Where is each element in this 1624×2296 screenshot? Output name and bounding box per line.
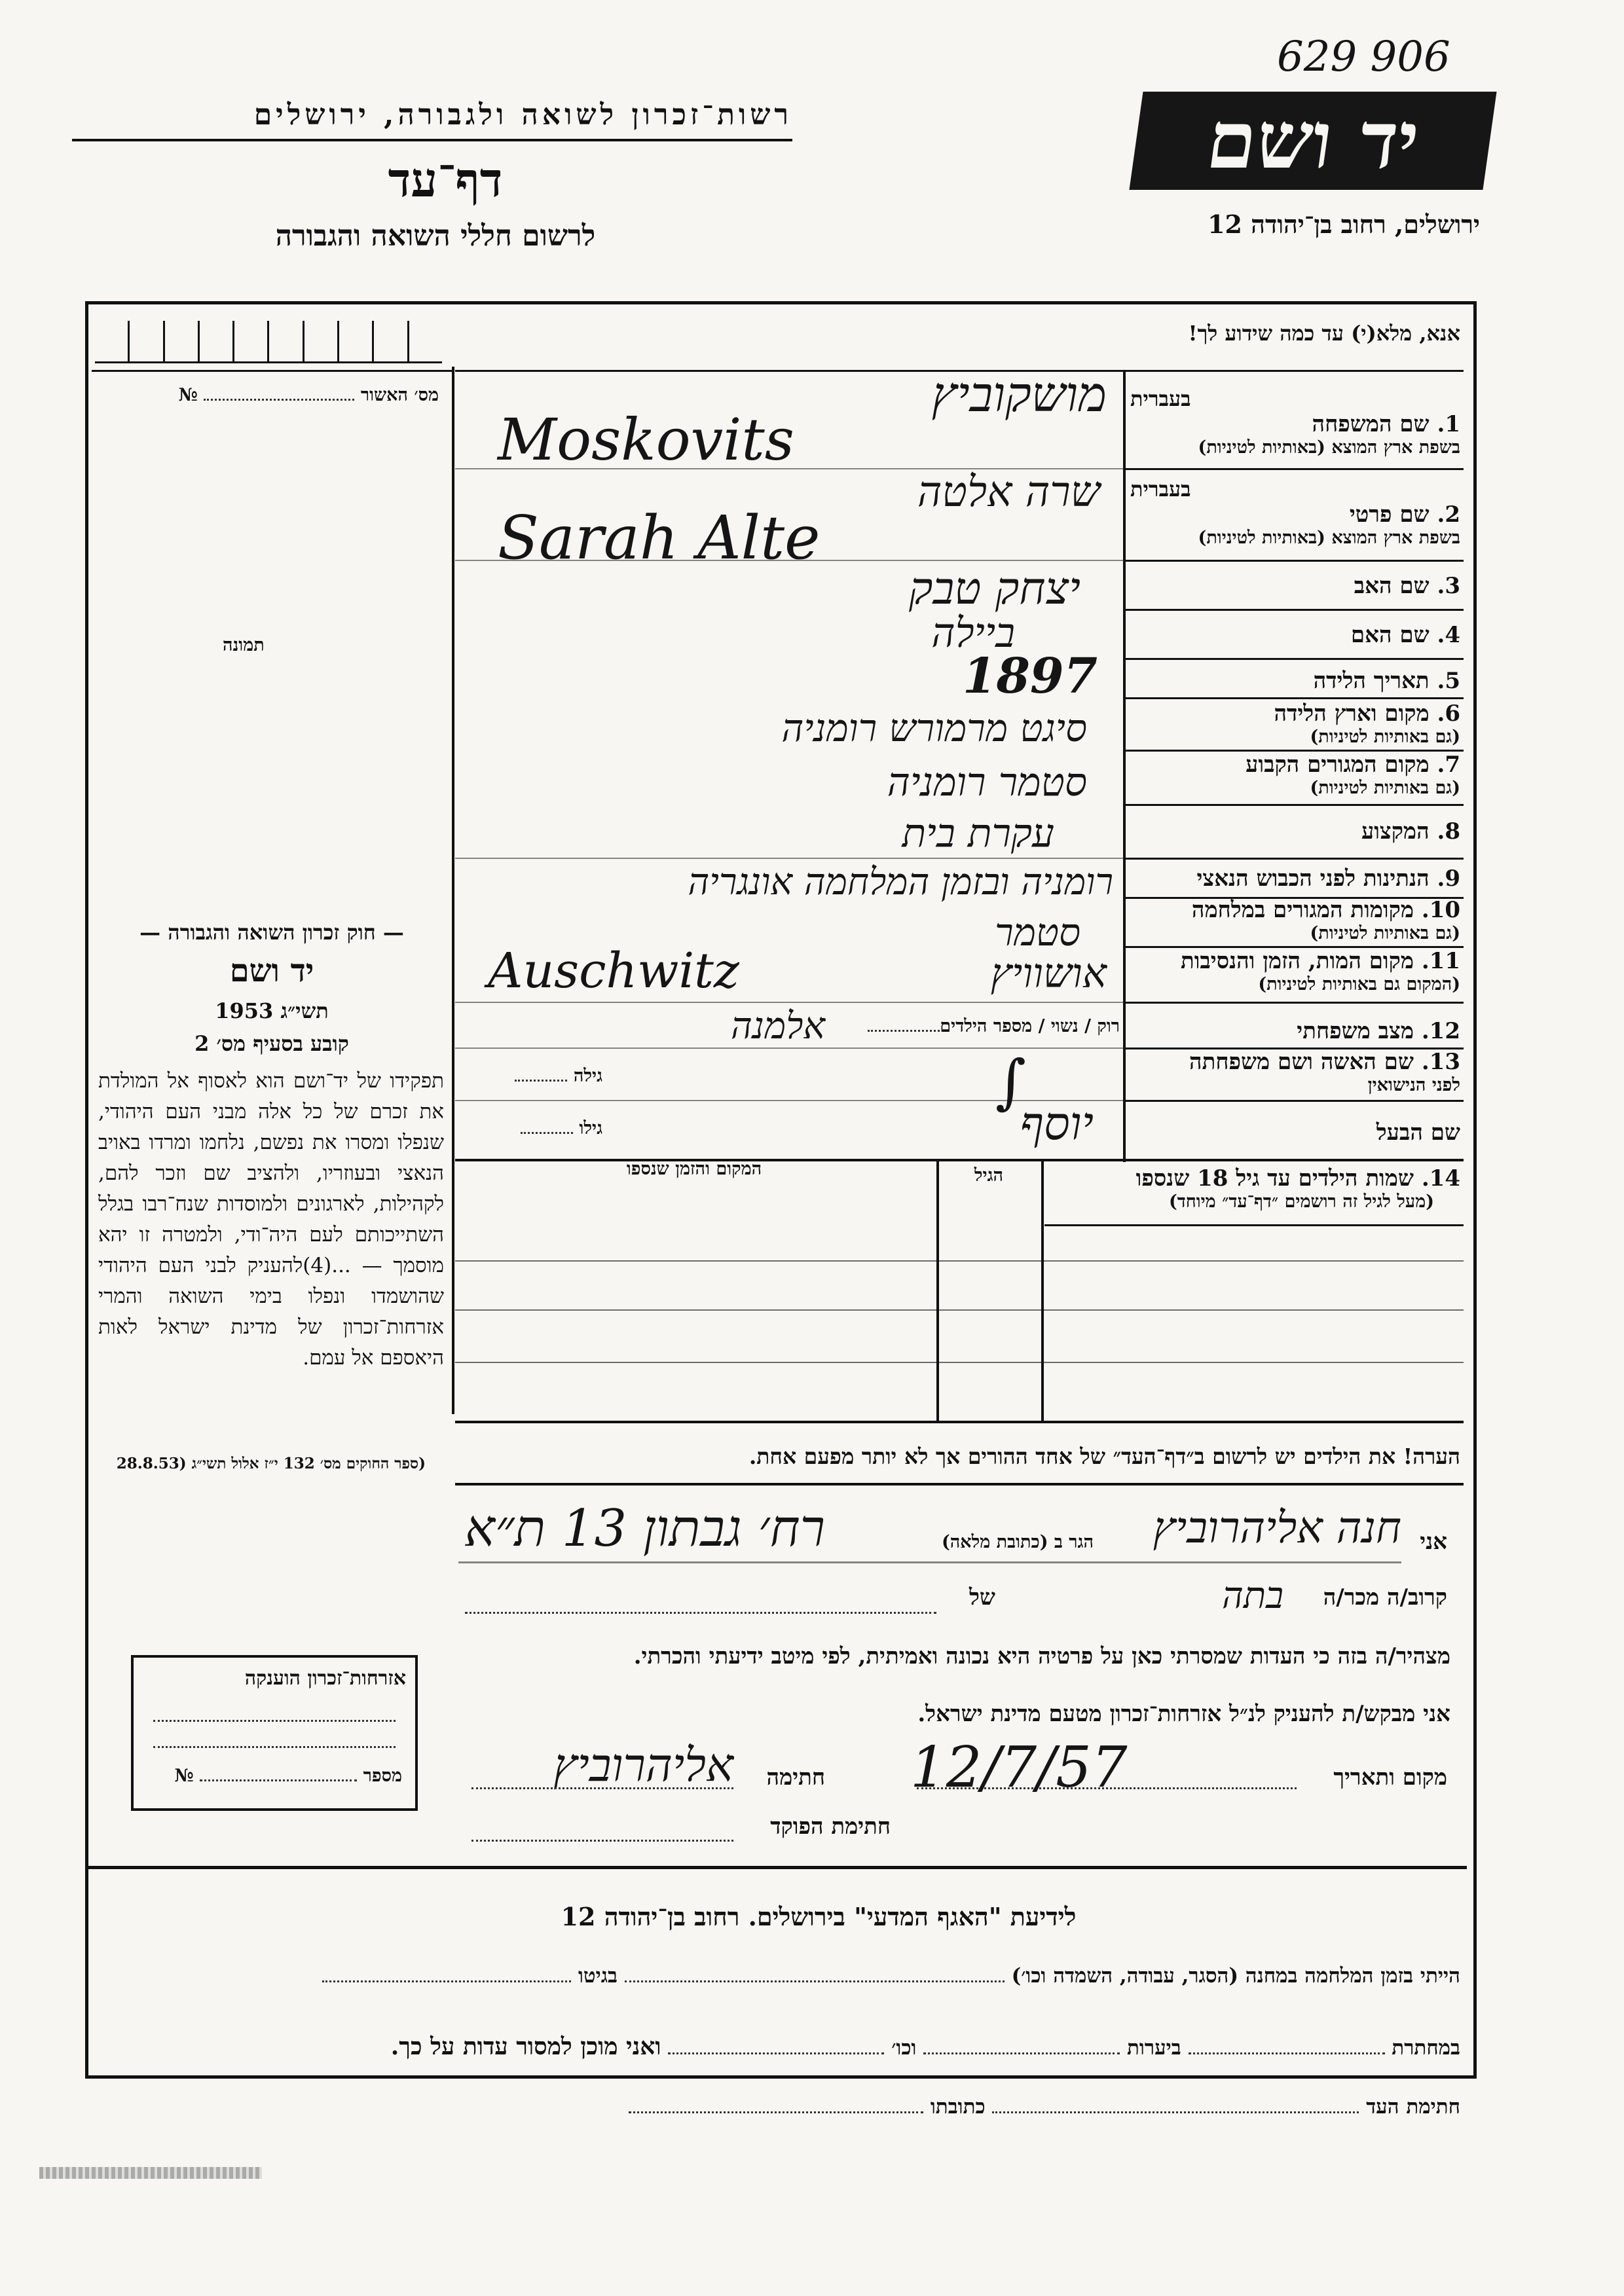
authority-name: רשות־זכרון לשואה ולגבורה, ירושלים [253,98,792,132]
surname-hebrew: מושקוביץ [931,367,1107,423]
field-6: 6. מקום וארץ הלידה (גם באותיות לטיניות) [1126,701,1460,747]
relation-label: קרוב/ה מכר/ה [1323,1584,1447,1611]
field-12: 12. מצב משפחתי [1297,1018,1460,1044]
residence: סטמר רומניה [887,759,1087,805]
field-1-sub: בשפת ארץ המוצא (באותיות לטיניות) [1198,437,1460,458]
of-label: של [969,1584,995,1611]
field-12-label: מצב משפחתי [1297,1018,1414,1044]
bottom-line-2: במחתרת ביערות וכו׳ ואני מוכן למסור עדות על כך. [390,2033,1460,2060]
note: הערה! את הילדים יש לרשום ב״דף־העד״ של אחד ההורים אך לא יותר מפעם אחת. [748,1444,1460,1469]
nationality: רומניה ובזמן המלחמה אונגריה [688,861,1113,903]
age-wife: גילה [471,1066,602,1086]
father-name: יצחק טבק [909,563,1080,615]
husband-name: יוסף [1020,1097,1094,1150]
wartime-residence: סטמר [995,910,1080,955]
scan-artifact [39,2167,262,2179]
photo-label: תמונה [223,635,265,655]
field-10-label: מקומות המגורים במלחמה [1191,897,1414,923]
field-7-sub: (גם באותיות לטיניות) [1310,778,1460,798]
law-clause: קובע בסעיף מס׳ 2 [194,1031,349,1056]
field-11-sub: (המקום גם באותיות לטיניות) [1258,974,1460,994]
cert-no: № [178,385,198,405]
children-sub: (מעל לגיל זה רושמים ״דף־עד״ מיוחד) [1168,1192,1434,1212]
signature-value: אליהרוביץ [553,1738,733,1792]
children-col-place: המקום והזמן שנספו [626,1159,762,1179]
field-2: בעברית 2. שם פרטי בשפת ארץ המוצא (באותיות לטיניות) [1126,477,1460,548]
signature-label: חתימה [766,1764,825,1791]
age-husband: גילו [471,1118,602,1139]
death-place-hebrew: אושוויץ [990,949,1107,997]
field-husband [1126,1120,1460,1146]
field-1-label: שם המשפחה [1312,411,1430,437]
bottom-line-1: הייתי בזמן המלחמה במחנה (הסגר, עבודה, השמדה וכו׳) בגיטו [98,1964,1460,1988]
surname-latin: Moskovits [498,406,794,473]
bottom-line-3: חתימת העד כתובתו [458,2095,1460,2119]
field-2-label: שם פרטי [1349,501,1430,528]
declarant-i-label: אני [1420,1529,1447,1555]
tick-row [95,321,442,363]
children-header: 14. שמות הילדים עד גיל 18 שנספו (מעל לגיל זה רושמים ״דף־עד״ מיוחד) [1048,1165,1460,1212]
field-2-tag: בעברית [1130,477,1191,501]
field-5: 5. תאריך הלידה [1313,668,1460,694]
law-source: (ספר החוקים מס׳ 132 י״ז אלול תשי״ג (28.8.53 [116,1455,426,1472]
field-3: 3. שם האב [1354,573,1460,599]
declarant-name: חנה אליהרוביץ [1153,1503,1401,1553]
logo-text: יד ושם [1201,94,1425,187]
field-4: 4. שם האם [1350,622,1460,648]
address: ירושלים, רחוב בן־יהודה 12 [1208,210,1480,239]
firstname-hebrew: שרה אלטה [917,468,1100,517]
law-title: — חוק זכרון השואה והגבורה — [139,920,404,945]
field-13-label: שם האשה ושם משפחתה [1189,1049,1414,1075]
field-4-label: שם האם [1350,622,1430,648]
children-label: שמות הילדים עד גיל 18 שנספו [1135,1165,1414,1192]
field-9: 9. הנתינות לפני הכבוש הנאצי [1196,866,1460,892]
date-value: 12/7/57 [910,1735,1128,1800]
field-husband-label: שם הבעל [1376,1120,1460,1146]
cert-label: מס׳ האשור [360,385,439,405]
field-7: 7. מקום המגורים הקבוע (גם באותיות לטיניות) [1126,752,1460,798]
officer-label: חתימת הפוקד [770,1813,891,1840]
field-10-sub: (גם באותיות לטיניות) [1310,923,1460,943]
marital-options: רוק / נשוי / מספר הילדים [688,1016,1120,1036]
law-year: תשי״ג 1953 [215,998,329,1023]
field-11: 11. מקום המות, הזמן והנסיבות (המקום גם באותיות לטיניות) [1126,948,1460,994]
logo [1129,92,1496,190]
maiden-mark: ∫ [995,1048,1026,1116]
request-text: אני מבקש/ת להעניק לנ״ל אזרחות־זכרון מטעם מדינת ישראל. [917,1701,1450,1727]
death-place-latin: Auschwitz [488,943,739,999]
field-8: 8. המקצוע [1361,818,1460,845]
field-13-sub: לפני הנישואין [1367,1075,1460,1095]
of-line [465,1612,936,1614]
declarant-resides-label: הגר ב (כתובת מלאה) [941,1532,1094,1552]
field-6-sub: (גם באותיות לטיניות) [1310,727,1460,747]
birth-date: 1897 [963,648,1098,704]
place-date-label: מקום ותאריך [1333,1764,1447,1791]
officer-line [471,1840,733,1842]
box-no: № [174,1766,194,1786]
field-6-label: מקום וארץ הלידה [1274,701,1430,727]
field-9-label: הנתינות לפני הכבוש הנאצי [1196,866,1430,892]
declarant-address: רח׳ גבתון 13 ת״א [464,1499,825,1558]
relation-value: בתה [1222,1575,1283,1617]
law-text: תפקידו של יד־ושם הוא לאסוף אל המולדת את זכרם של כל אלה מבני העם היהודי, שנפלו ומסרו את נפשם, נלחמו ומרדו באויב הנאצי ובעוזריו, ולהציב שם וזכר להם, לקהילות, לארגונים ולמוסדות שנח־רבו בגלל השתייכותם לעם היה־ודי, ולמטרה זו יהא מוסמך — ...(4)להעניק לבני העם היהודי שהושמדו ונפלו בימי השואה והמרי אזרחות־זכרון של מדינת ישראל לאות היאספם אל עמם. [98,1069,444,1370]
cert-row [98,385,439,405]
field-8-label: המקצוע [1361,818,1430,845]
profession: עקרת בית [902,811,1054,856]
children-col-age: הגיל [974,1165,1004,1186]
field-1-tag: בעברית [1130,386,1191,411]
mother-name: ביילה [931,609,1015,657]
field-1: בעברית 1. שם המשפחה בשפת ארץ המוצא (באותיות לטיניות) [1126,386,1460,458]
field-7-label: מקום המגורים הקבוע [1246,752,1430,778]
form-title: דף־עד [388,152,503,208]
field-13: 13. שם האשה ושם משפחתה לפני הנישואין [1126,1049,1460,1095]
declare-text: מצהיר/ה בזה כי העדות שמסרתי כאן על פרטיה היא נכונה ואמיתית, לפי מיטב ידיעתי והכרתי. [633,1643,1450,1669]
field-11-label: מקום המות, הזמן והנסיבות [1180,948,1414,974]
field-5-label: תאריך הלידה [1313,668,1430,694]
law-name: יד ושם [229,953,314,989]
signature-line [471,1787,733,1789]
box-no-label: מספר [363,1766,402,1786]
intro-text: אנא, מלא(י) עד כמה שידוע לך! [1188,321,1460,346]
citizenship-box [131,1655,418,1811]
box-title: אזרחות־זכרון הוענקה [244,1667,406,1690]
firstname-latin: Sarah Alte [498,503,821,573]
marital-status: אלמנה [730,1005,825,1048]
field-10: 10. מקומות המגורים במלחמה (גם באותיות לטיניות) [1126,897,1460,943]
form-subtitle: לרשום חללי השואה והגבורה [275,219,596,253]
field-2-sub: בשפת ארץ המוצא (באותיות לטיניות) [1198,528,1460,548]
stamp-number: 629 906 [1277,33,1450,81]
field-3-label: שם האב [1354,573,1430,599]
birth-place: סיגט מרמורש רומניה [781,706,1087,750]
bottom-title: לידיעת "האגף המדעי" בירושלים. רחוב בן־יהודה 12 [561,1902,1077,1931]
